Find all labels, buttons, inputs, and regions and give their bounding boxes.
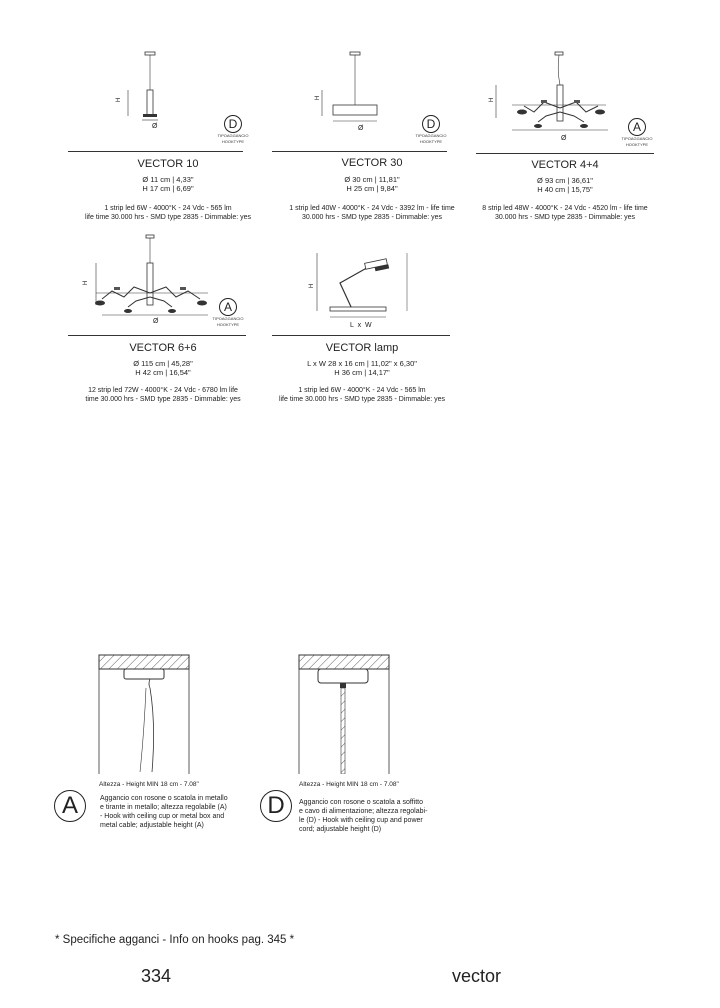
hook-a-diagram bbox=[98, 654, 190, 774]
hook-letter: D bbox=[224, 115, 242, 133]
dim-h-label: H bbox=[315, 95, 322, 101]
product-name: VECTOR 4+4 bbox=[531, 159, 599, 171]
spec-line-2: life time 30.000 hrs - SMD type 2835 - Dimmable: yes bbox=[84, 214, 252, 221]
dim-line-2: H 42 cm | 16,54" bbox=[135, 368, 191, 377]
dim-line-1: Ø 11 cm | 4,33" bbox=[142, 175, 194, 184]
dim-h-label: H bbox=[309, 283, 316, 289]
divider bbox=[68, 335, 246, 336]
hook-label-it: TIPOAGGANCIO bbox=[212, 316, 244, 321]
dim-lw-label: L x W bbox=[350, 322, 373, 329]
dim-d-label: Ø bbox=[358, 125, 364, 132]
hook-type-badge bbox=[406, 115, 456, 145]
product-name: VECTOR 6+6 bbox=[129, 342, 197, 354]
hook-type-badge bbox=[203, 298, 253, 328]
hook-label-en: HOOKTYPE bbox=[216, 322, 240, 327]
hook-label-en: HOOKTYPE bbox=[221, 139, 245, 144]
vector-lamp-drawing bbox=[302, 243, 412, 333]
desc-line: metal cable; adjustable height (A) bbox=[100, 822, 204, 829]
page-number: 334 bbox=[141, 966, 172, 986]
dim-h-label: H bbox=[116, 97, 123, 103]
section-name: vector bbox=[452, 966, 502, 986]
divider bbox=[272, 335, 450, 336]
desc-line: le (D) - Hook with ceiling cup and power bbox=[299, 817, 423, 824]
product-name: VECTOR 30 bbox=[341, 157, 403, 169]
dim-line-1: Ø 115 cm | 45,28" bbox=[133, 359, 193, 368]
hook-letter: A bbox=[219, 298, 237, 316]
product-vector-6-6 bbox=[68, 228, 258, 413]
hook-type-badge bbox=[208, 115, 258, 145]
hook-d-diagram bbox=[298, 654, 390, 774]
divider bbox=[272, 151, 447, 152]
hook-a-badge: A bbox=[54, 790, 86, 822]
product-name: VECTOR lamp bbox=[325, 342, 399, 354]
spec-line-1: 1 strip led 6W - 4000°K - 24 Vdc - 565 lm bbox=[104, 205, 232, 212]
divider bbox=[68, 151, 243, 152]
hook-label-en: HOOKTYPE bbox=[419, 139, 443, 144]
product-name: VECTOR 10 bbox=[137, 158, 199, 170]
hook-d-height: Altezza - Height MIN 18 cm - 7.08" bbox=[299, 781, 399, 788]
dim-line-1: L x W 28 x 16 cm | 11,02" x 6,30" bbox=[307, 359, 417, 368]
dim-line-1: Ø 93 cm | 36,61" bbox=[537, 176, 593, 185]
desc-line: Aggancio con rosone o scatola a soffitto bbox=[299, 799, 424, 806]
hook-label-en: HOOKTYPE bbox=[625, 142, 649, 147]
hook-label-it: TIPOAGGANCIO bbox=[621, 136, 653, 141]
desc-line: e cavo di alimentazione; altezza regolabi- bbox=[299, 808, 428, 815]
desc-line: e tirante in metallo; altezza regolabile (A) bbox=[100, 804, 227, 811]
product-vector-30 bbox=[272, 45, 472, 225]
hook-d-badge: D bbox=[260, 790, 292, 822]
spec-line-1: 1 strip led 40W - 4000°K - 24 Vdc - 3392 lm - life time bbox=[289, 205, 455, 212]
dim-d-label: Ø bbox=[152, 123, 158, 130]
spec-line-2: time 30.000 hrs - SMD type 2835 - Dimmable: yes bbox=[85, 396, 241, 403]
vector-10-drawing bbox=[118, 50, 178, 140]
dim-line-2: H 36 cm | 14,17" bbox=[334, 368, 390, 377]
dim-line-2: H 25 cm | 9,84" bbox=[346, 184, 398, 193]
spec-line-2: 30.000 hrs - SMD type 2835 - Dimmable: yes bbox=[494, 214, 636, 221]
dim-h-label: H bbox=[83, 280, 90, 286]
hook-a-height: Altezza - Height MIN 18 cm - 7.08" bbox=[99, 781, 199, 788]
spec-line-1: 1 strip led 6W - 4000°K - 24 Vdc - 565 lm bbox=[298, 387, 426, 394]
desc-line: cord; adjustable height (D) bbox=[299, 826, 382, 833]
dim-h-label: H bbox=[489, 97, 496, 103]
dim-d-label: Ø bbox=[561, 135, 567, 142]
hook-d-description bbox=[299, 798, 479, 834]
desc-line: Aggancio con rosone o scatola in metallo bbox=[100, 795, 228, 802]
product-vector-lamp bbox=[272, 228, 452, 413]
product-vector-4-4 bbox=[476, 45, 654, 225]
hook-label-it: TIPOAGGANCIO bbox=[415, 133, 447, 138]
dim-line-1: Ø 30 cm | 11,81" bbox=[344, 175, 400, 184]
spec-line-1: 8 strip led 48W - 4000°K - 24 Vdc - 4520 lm - life time bbox=[482, 205, 648, 212]
footnote: * Specifiche agganci - Info on hooks pag. 345 * bbox=[55, 934, 295, 946]
dim-d-label: Ø bbox=[153, 318, 159, 325]
product-vector-10 bbox=[68, 45, 268, 225]
hook-letter: D bbox=[422, 115, 440, 133]
spec-line-2: 30.000 hrs - SMD type 2835 - Dimmable: yes bbox=[301, 214, 443, 221]
desc-line: - Hook with ceiling cup or metal box and bbox=[100, 813, 225, 820]
hook-a-description bbox=[100, 794, 280, 830]
dim-line-2: H 40 cm | 15,75" bbox=[537, 185, 593, 194]
hook-letter: A bbox=[628, 118, 646, 136]
spec-line-2: life time 30.000 hrs - SMD type 2835 - Dimmable: yes bbox=[278, 396, 446, 403]
spec-line-1: 12 strip led 72W - 4000°K - 24 Vdc - 6780 lm life bbox=[88, 387, 238, 394]
dim-line-2: H 17 cm | 6,69" bbox=[142, 184, 194, 193]
hook-label-it: TIPOAGGANCIO bbox=[217, 133, 249, 138]
divider bbox=[476, 153, 654, 154]
hook-type-badge bbox=[612, 118, 662, 148]
